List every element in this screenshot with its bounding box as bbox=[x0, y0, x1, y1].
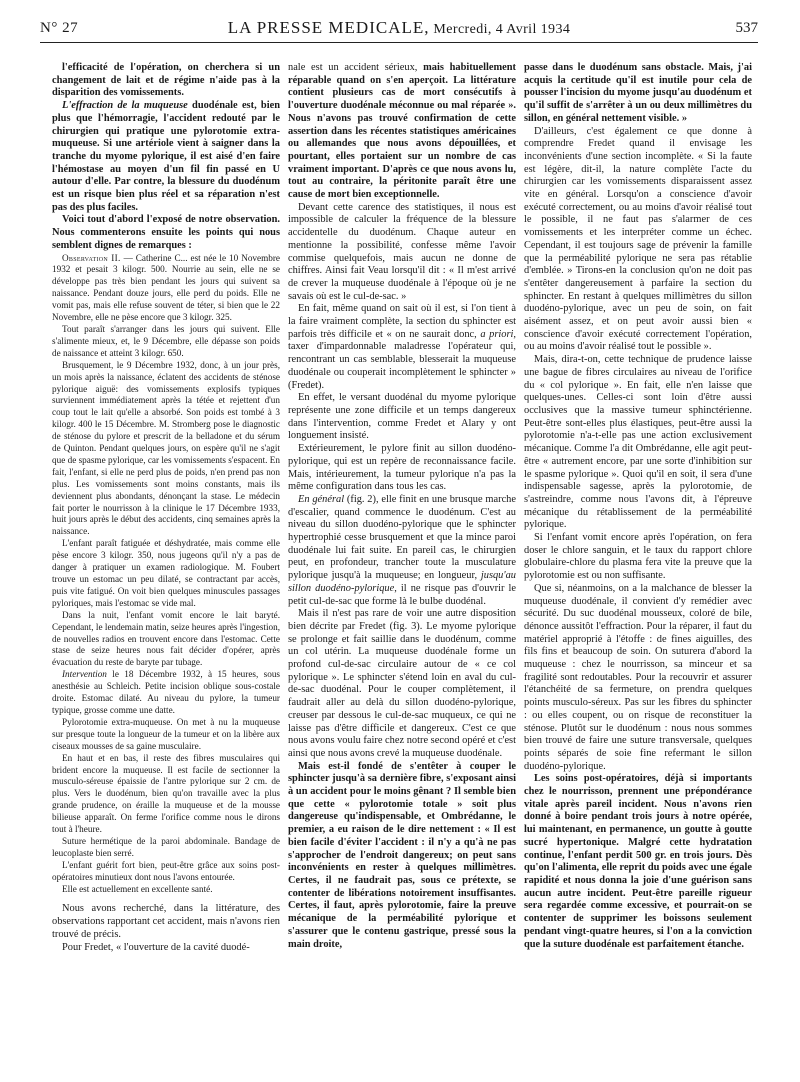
observation-paragraph: Brusquement, le 9 Décembre 1932, donc, à un jour près, un mois après la naissance, éclatent des accidents de sténose pylorique aiguë: des vomissements explosifs typiques surviennent immédiatement après la tétée et rejettent d'un coup tout le lait qu'elle a absorbé. Son poids est tombé à 3 kilogr. 400 le 15 Décembre. M. Stromberg pose le diagnostic de sténose du pylore et prescrit de la belladone et du sérum de Quinton. Pendant quelques jours, on espère qu'il ne s'agit que de spasme pylorique, car les vomissements s'espacent. En fait, l'enfant, si elle ne perd plus de poids, n'en prend pas non plus. Les vomissements sont moins constants, mais ils deviennent plus abondants, dénonçant la stase. Le médecin fait porter le nourrisson à la clinique le 17 Décembre 1933, huit jours après le début des accidents, cinq semaines après la naissance. bbox=[52, 359, 280, 537]
issue-date: Mercredi, 4 Avril 1934 bbox=[429, 22, 571, 37]
bold-phrase: mais habituellement réparable quand on s'en aperçoit. La littérature contient plusieurs cas de mort consécutifs à l'ouverture duodénale méconnue ou mal réparée ». Nous n'avons pas trouvé confirmation de cette assertion dans les récentes statistiques américaines ou allemandes que nous avons dépouillées, et pourtant, elles portaient sur un nombre de cas vraiment important. D'après ce que nous avons lu, tout au contraire, la péritonite paraît être une cause de mort bien exceptionnelle. bbox=[288, 62, 516, 201]
observation-paragraph: Dans la nuit, l'enfant vomit encore le lait baryté. Cependant, le lendemain matin, seize heures après l'ingestion, de nouvelles radios en trouvent encore dans l'estomac. Cette stase de seize heures nous fait décider d'opérer, après évacuation du reste de baryte par tubage. bbox=[52, 609, 280, 668]
paragraph-text: (fig. 2), elle finit en une brusque marche d'escalier, quand commence le duodénum. C'est au niveau du sillon duodéno-pylorique que le sphincter hypertrophié cesse brusquement et que la mince paroi duodénale lui fait suite. En pareil cas, le chirurgien peut, en profondeur, trancher toute la musculature pylorique jusqu'à la muqueuse; en longueur, bbox=[288, 493, 516, 582]
paragraph: Nous avons recherché, dans la littérature, des observations rapportant cet accident, mais n'avons rien trouvé de précis. bbox=[52, 903, 280, 940]
paragraph: Extérieurement, le pylore finit au sillon duodéno-pylorique, qui est un repère de reconnaissance facile. Mais, intérieurement, la tumeur pylorique n'a pas la même configuration dans tous les cas. bbox=[288, 443, 516, 493]
paragraph: En effet, le versant duodénal du myome pylorique représente une zone difficile et un temps dangereux dans l'intervention, comme Fredet et Alary y ont longuement insisté. bbox=[288, 392, 516, 442]
italic-phrase: L'effraction de la muqueuse bbox=[62, 100, 188, 112]
observation-paragraph: En haut et en bas, il reste des fibres musculaires qui brident encore la muqueuse. Il est facile de sectionner la musculo-séreuse épaissie de l'antre pylorique sur 2 cm. de plus. Vers le duodénum, bien qu'on travaille avec la plus grande prudence, on éraille la muqueuse et de la mousse bilieuse apparaît. On ferme l'orifice comme nous le dirons tout à l'heure. bbox=[52, 752, 280, 835]
italic-phrase: En général bbox=[298, 493, 345, 505]
article-body bbox=[52, 62, 772, 1072]
observation-paragraph: Pylorotomie extra-muqueuse. On met à nu la muqueuse sur presque toute la longueur de la tumeur et on la libère aux ciseaux mousses de sa gaine musculaire. bbox=[52, 716, 280, 751]
italic-phrase: a priori bbox=[480, 328, 514, 340]
paragraph-text: , taxer d'impardonnable maladresse l'opérateur qui, rencontrant un cas semblable, blesserait la muqueuse duodénale ou couperait incomplètement le sphincter » (Fredet). bbox=[288, 328, 516, 391]
paragraph bbox=[52, 100, 280, 214]
running-head bbox=[40, 18, 758, 38]
observation-paragraph: Tout paraît s'arranger dans les jours qui suivent. Elle s'alimente mieux, et, le 9 Décembre, elle dépasse son poids de naissance et atteint 3 kilogr. 650. bbox=[52, 323, 280, 358]
observation-paragraph: Suture hermétique de la paroi abdominale. Bandage de leucoplaste bien serré. bbox=[52, 835, 280, 858]
observation-paragraph bbox=[52, 253, 280, 324]
paragraph-text: , il ne risque pas d'ouvrir le petit cul-de-sac que forme là le bulbe duodénal. bbox=[288, 582, 516, 607]
paragraph: Mais, dira-t-on, cette technique de prudence laisse une bague de fibres circulaires au niveau de l'orifice du « col pylorique ». En fait, elle n'en laisse que quelques-unes. Celles-ci sont loin d'être aussi occlusives que la massive tumeur sphinctérienne. Peut-être sont-elles plus élastiques, peut-être aussi la pylorotomie n'a-t-elle pas une action exclusivement mécanique. Comme l'a dit Ombrédanne, elle agit peut-être « autrement encore, par une sorte d'inhibition sur le spasme pylorique ». Quoi qu'il en soit, il sera d'une indispensable sagesse, après la pylorotomie, de s'astreindre, comme nous l'avons dit, à l'épreuve mécanique du rétablissement de la perméabilité pylorique. bbox=[524, 354, 752, 531]
column-3 bbox=[524, 62, 752, 1072]
paragraph bbox=[288, 303, 516, 392]
paragraph bbox=[288, 494, 516, 608]
paragraph bbox=[288, 62, 516, 202]
paragraph: Mais il n'est pas rare de voir une autre disposition bien décrite par Fredet (fig. 3). Le myome pylorique se prolonge et fait saillie dans le duodénum, comme un col utérin. La muqueuse duodénale forme un profond cul-de-sac circulaire autour de « ce col pylorique ». Le sphincter s'étend loin en aval du cul-de-sac duodénal. Pour le couper complètement, il faudrait aller au delà du sillon duodéno-pylorique, creuser par dessous le cul-de-sac muqueux, ce qui ne laisse pas d'être difficile et dangereux. C'est ce que nous avons voulu faire chez notre second opéré et c'est ainsi que nous avons crevé la muqueuse duodénale. bbox=[288, 608, 516, 759]
italic-phrase: Intervention bbox=[62, 669, 107, 680]
page-header bbox=[40, 14, 758, 43]
paragraph: D'ailleurs, c'est également ce que donne à comprendre Fredet quand il envisage les inconvénients d'une section incomplète. « Si la faute est légère, dit-il, la nature complète l'acte du chirurgien car les vomissements disparaissent assez vite en général. Lorsqu'on a conscience d'avoir exécuté correctement, ou au moins d'avoir réalisé tout le possible, il ne faut pas s'alarmer de ces vomissements et les interpréter comme un échec. Cependant, il est toujours sage de prévenir la famille que la perméabilité pylorique ne sera pas rétablie d'emblée. » Tirons-en la conclusion qu'on ne doit pas s'entêter dangereusement à parfaire la section du sphincter. En restant à quelques millimètres du sillon duodéno-pylorique, avec un peu de soin, on fait aisément assez, et on peut avoir aussi bien « conscience d'avoir exécuté correctement l'opération, ou au moins d'avoir réalisé tout le possible ». bbox=[524, 125, 752, 353]
observation-paragraph: L'enfant paraît fatiguée et déshydratée, mais comme elle pèse encore 3 kilogr. 350, nous jugeons qu'il n'y a pas de danger à pratiquer un examen radiologique. M. Foubert trouve un estomac un peu dilaté, se contractant par accès, puis vite fatigué. On voit bien quelques minuscules passages pyloriques, mais l'estomac se vide mal. bbox=[52, 538, 280, 608]
paragraph: Voici tout d'abord l'exposé de notre observation. Nous commenterons ensuite les points qui nous semblent dignes de remarques : bbox=[52, 214, 280, 251]
paragraph: Si l'enfant vomit encore après l'opération, on fera doser le chlore sanguin, et le taux du rapport chlore globulaire-chlore du plasma fera vite la preuve que la pylorotomie est ou non suffisante. bbox=[524, 532, 752, 582]
issue-number: N° 27 bbox=[40, 20, 79, 36]
paragraph: l'efficacité de l'opération, on cherchera si un changement de lait et de régime n'aide pas à la disparition des vomissements. bbox=[52, 62, 280, 99]
column-1 bbox=[52, 62, 280, 1072]
paragraph: Les soins post-opératoires, déjà si importants chez le nourrisson, prennent une prépondérance vitale après pareil incident. Nous n'avons rien donné à boire pendant trois jours à notre opérée, lui maintenant, en permanence, un goutte à goutte sucré hypertonique. Malgré cette hydratation continue, l'enfant perdit 500 gr. en trois jours. Dès qu'on l'alimenta, elle reprit du poids avec une égale rapidité et nous donna la joie d'une guérison sans aucun autre incident. Peut-être pareille rigueur sera regardée comme excessive, et pourrait-on se contenter de supprimer les boissons seulement pendant vingt-quatre heures, si l'on a la conviction que la suture duodénale est parfaitement étanche. bbox=[524, 773, 752, 950]
paragraph-text: nale est un accident sérieux, bbox=[288, 62, 424, 73]
page-number: 537 bbox=[735, 20, 758, 36]
italic-phrase: jusqu'au sillon duodéno-pylorique bbox=[288, 570, 516, 594]
paragraph: Devant cette carence des statistiques, il nous est impossible de calculer la fréquence de la blessure accidentelle du duodénum. Chaque auteur en mentionne la possibilité, confesse même l'avoir commise quelquefois, mais aucun ne donne de chiffres. Ainsi fait Veau lorsqu'il dit : « Il m'est arrivé de crever la muqueuse duodénale à l'époque où je ne savais où est le cul-de-sac. » bbox=[288, 201, 516, 302]
paragraph: Pour Fredet, « l'ouverture de la cavité duodé- bbox=[62, 941, 250, 953]
column-2 bbox=[288, 62, 516, 1072]
journal-title: LA PRESSE MEDICALE, bbox=[227, 18, 430, 37]
observation-paragraph bbox=[52, 669, 280, 717]
observation-paragraph: L'enfant guérit fort bien, peut-être grâce aux soins post-opératoires minutieux dont nous l'avons entourée. bbox=[52, 859, 280, 882]
observation-text: le 18 Décembre 1932, à 15 heures, sous anesthésie au Schleich. Petite incision oblique sous-costale droite. Estomac dilaté. Au niveau du pylore, la tumeur typique, grosse comme une datte. bbox=[52, 669, 280, 715]
paragraph: passe dans le duodénum sans obstacle. Mais, j'ai acquis la certitude qu'il est inutile pour cela de pousser l'incision du myome jusqu'au duodénum et qu'il suffit de s'arrêter à un ou deux millimètres du sillon, en général nettement visible. » bbox=[524, 62, 752, 124]
paragraph: Mais est-il fondé de s'entêter à couper le sphincter jusqu'à sa dernière fibre, s'exposant ainsi à un accident pour le moins gênant ? Il semble bien que cette « pylorotomie totale » soit plus dangereuse qu'indispensable, et Ombrédanne, le premier, a eu raison de le dire nettement : « Il est bien facile d'éviter l'accident : il n'y a qu'à ne pas s'approcher de l'endroit dangereux; on peut sans inconvénients en rester à quelques millimètres. Certes, il ne faudrait pas, sous ce prétexte, se contenter de libérations notoirement insuffisantes. Certes, il faut, après pylorotomie, faire la preuve mécanique de la perméabilité pylorique et s'assurer que le contenu gastrique, pressé sous la main droite, bbox=[288, 760, 516, 950]
paragraph: Que si, néanmoins, on a la malchance de blesser la muqueuse duodénale, il convient d'y remédier avec sécurité. Du suc duodénal mousseux, coloré de bile, dénonce aussitôt l'effraction. Pour la réparer, il faut du matériel approprié à l'étoffe : de fines aiguilles, des fils fins et beaucoup de soin. On suturera d'abord la muqueuse : chez le nourrisson, sa minceur et sa fragilité sont redoutables. Pour la recouvrir et assurer l'étanchéité de sa fermeture, on prendra quelques points musculo-séreux. Pas sur les fibres du sphincter : ou elles coupent, ou on risque de reconstituer la sténose. Plutôt sur le duodénum : nous nous sommes bien trouvé de faire une suture transversale, quelques points séparés de soie fine refermant le sillon duodéno-pylorique. bbox=[524, 582, 752, 772]
observation-label: Observation II. bbox=[62, 252, 121, 263]
observation-paragraph: Elle est actuellement en excellente santé. bbox=[62, 883, 213, 894]
paragraph-text: duodénale est, bien plus que l'hémorragie, l'accident redouté par le chirurgien qui pratique une pylorotomie extra-muqueuse. Si une artériole vient à saigner dans la tranche du myome pylorique, il est aisé d'en faire l'hémostase au moyen d'un fil fin passé en U autour d'elle. Par contre, la blessure du duodénum est un risque bien plus réel et sa réparation n'est pas des plus faciles. bbox=[52, 100, 280, 213]
paragraph-text: En fait, même quand on sait où il est, si l'on tient à la faire vraiment complète, la section du sphincter est parfois très difficile et « on ne saurait donc, bbox=[288, 303, 516, 340]
observation-text: — Catherine C... est née le 10 Novembre 1932 et pesait 3 kilogr. 500. Nourrie au sein, elle ne se développe pas très bien pendant les jours qui suivent sa naissance. Pendant douze jours, elle perd du poids. Elle ne vomit pas, mais elle refuse souvent de téter, si bien que le 22 Novembre, elle ne pèse encore que 3 kilogr. 325. bbox=[52, 252, 280, 323]
